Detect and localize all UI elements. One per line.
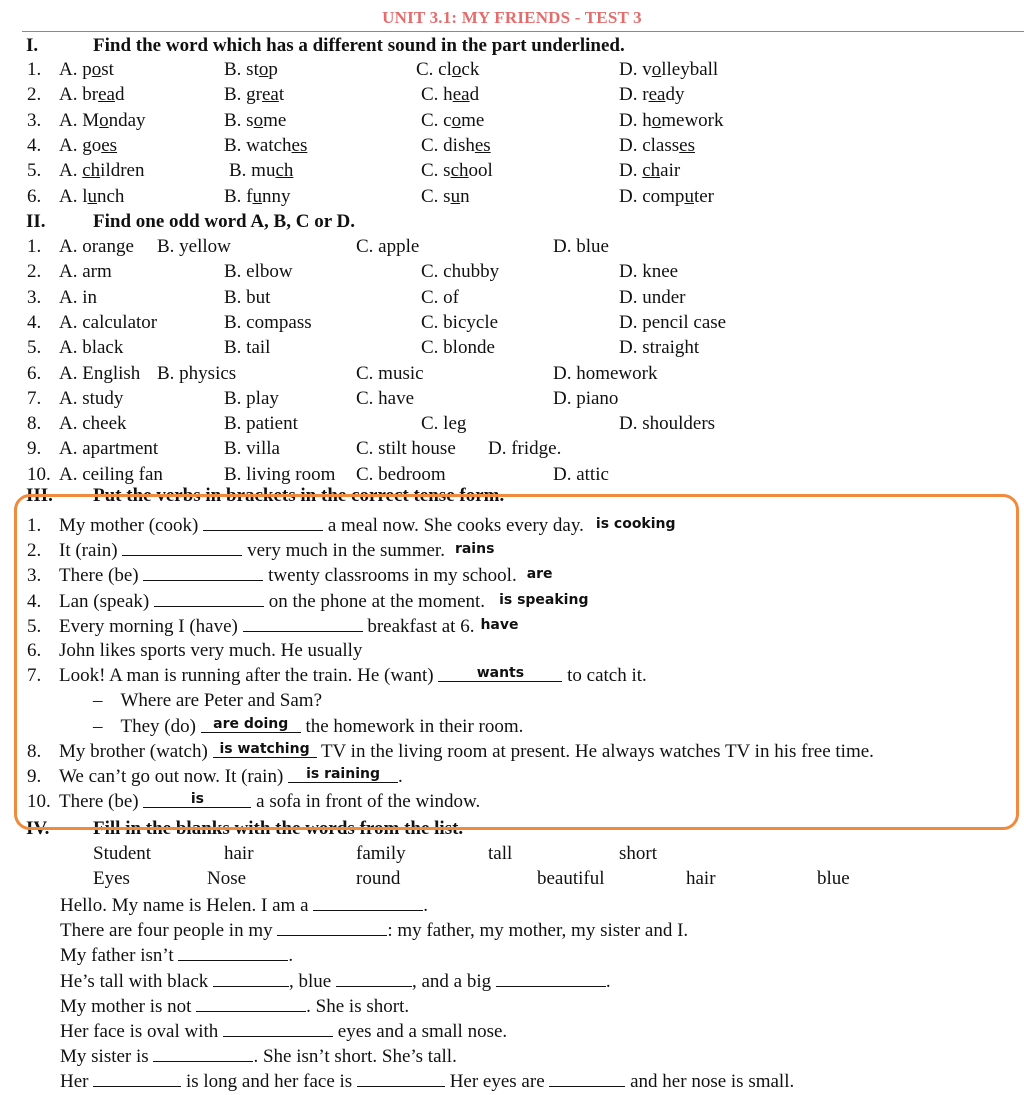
option-d: [619, 160, 680, 182]
word-part: air: [660, 160, 681, 182]
option-a: A. apartment: [59, 438, 159, 460]
sentence-end: the homework in their room.: [300, 715, 524, 737]
section-3-heading: Put the verbs in brackets in the correct tense form.: [93, 485, 505, 506]
underlined-part: es: [474, 134, 491, 156]
sentence-end: breakfast at 6.: [362, 615, 475, 637]
fill-text: .: [423, 895, 429, 916]
word-part: C. c: [421, 109, 452, 131]
question-number: 1.: [27, 59, 42, 80]
option-a: A. ceiling fan: [59, 463, 163, 485]
option-a: A. orange: [59, 236, 134, 257]
underlined-part: ch: [275, 160, 294, 182]
option-b: B. play: [224, 387, 279, 409]
option-d: D. blue: [553, 236, 609, 257]
option-d: D. piano: [553, 387, 619, 409]
option-d: [619, 59, 718, 81]
sentence-start: There (be): [59, 565, 144, 587]
option-b: [224, 59, 278, 81]
word-part: C. s: [421, 185, 451, 207]
section-2-heading: Find one odd word A, B, C or D.: [93, 211, 356, 232]
underlined-part: ea: [648, 84, 666, 106]
sentence-start: They (do): [120, 715, 201, 737]
fill-line: [60, 1020, 507, 1043]
word-bank-item: Eyes: [93, 868, 130, 889]
word-bank-item: blue: [817, 868, 850, 889]
question-number: 4.: [27, 590, 42, 612]
fill-blank[interactable]: [223, 1020, 333, 1037]
fill-line: [60, 995, 409, 1018]
handwritten-answer: are doing: [213, 715, 289, 732]
question-number: 4.: [27, 311, 42, 333]
word-bank-item: family: [356, 843, 406, 864]
sentence-text: Where are Peter and Sam?: [120, 690, 323, 712]
fill-text: My sister is: [60, 1046, 154, 1068]
sentence-end: a sofa in front of the window.: [251, 791, 481, 813]
word-part: C. h: [421, 84, 453, 106]
word-part: D. h: [619, 109, 652, 131]
fill-text: My father isn’t: [60, 945, 179, 967]
fill-text: Her face is oval with: [60, 1021, 224, 1042]
underlined-part: u: [252, 185, 262, 207]
word-bank-item: tall: [488, 843, 513, 864]
fill-blank[interactable]: [357, 1070, 445, 1087]
option-b: [224, 110, 286, 132]
handwritten-answer: is cooking: [595, 516, 676, 532]
fill-text: , and a big: [412, 970, 496, 992]
fill-line: [60, 894, 428, 917]
sentence-start: It (rain): [59, 540, 123, 562]
section-3-number: III.: [26, 485, 53, 506]
option-c: C. leg: [421, 413, 467, 435]
option-d: D. straight: [619, 337, 700, 359]
question-number: 2.: [27, 261, 42, 283]
title-rule: [22, 31, 1024, 32]
option-c: [421, 84, 479, 106]
handwritten-answer: rains: [454, 541, 495, 558]
question-number: 6.: [27, 362, 42, 384]
sentence-end: a meal now. She cooks every day.: [323, 515, 584, 536]
option-b: B. tail: [224, 337, 271, 359]
handwritten-answer: wants: [476, 665, 525, 682]
section-1-number: I.: [26, 35, 39, 56]
fill-blank[interactable]: [93, 1070, 181, 1087]
option-d: D. knee: [619, 261, 679, 283]
underlined-part: o: [451, 109, 462, 131]
question-number: 7.: [27, 387, 42, 409]
word-part: B. mu: [229, 160, 276, 182]
fill-text: .: [605, 970, 611, 992]
option-c: C. of: [421, 286, 459, 308]
option-a: A. arm: [59, 261, 112, 283]
underlined-part: o: [253, 109, 264, 131]
word-part: C. dish: [421, 134, 475, 156]
sentence-start: My mother (cook): [59, 515, 204, 536]
underlined-part: ch: [450, 160, 469, 182]
word-bank-item: beautiful: [537, 868, 605, 889]
fill-text: is long and her face is: [181, 1071, 357, 1093]
sentence-end: .: [398, 766, 403, 787]
question-number: 8.: [27, 740, 42, 762]
question-number: 1.: [27, 515, 42, 536]
option-b: B. patient: [224, 413, 298, 435]
fill-text: and her nose is small.: [625, 1071, 795, 1093]
word-part: nday: [108, 109, 146, 131]
option-b: [224, 135, 307, 157]
handwritten-answer: is: [190, 791, 204, 808]
fill-text: There are four people in my: [60, 920, 278, 942]
question-number: 3.: [27, 565, 42, 587]
fill-blank[interactable]: [213, 970, 289, 987]
option-a: [59, 59, 114, 81]
underlined-part: u: [87, 185, 97, 207]
word-part: ool: [468, 160, 493, 182]
option-c: C. music: [356, 362, 424, 384]
fill-text: . She is short.: [306, 995, 410, 1017]
option-c: C. chubby: [421, 261, 500, 283]
page-title: UNIT 3.1: MY FRIENDS - TEST 3: [382, 8, 642, 27]
fill-text: Hello. My name is Helen. I am a: [60, 895, 314, 916]
option-a: A. in: [59, 286, 97, 308]
handwritten-answer: is speaking: [499, 591, 589, 608]
sentence-start: Look! A man is running after the train. He (want): [59, 665, 439, 687]
sentence-end: to catch it.: [562, 665, 647, 687]
option-a: [59, 84, 124, 106]
word-part: B. gr: [224, 84, 262, 106]
question-number: 3.: [27, 286, 42, 308]
option-c: C. stilt house: [356, 438, 456, 460]
option-a: [59, 186, 124, 208]
word-part: dy: [665, 84, 685, 106]
word-part: lleyball: [661, 59, 719, 80]
fill-blank[interactable]: [336, 970, 412, 987]
word-part: mework: [661, 109, 724, 131]
option-c: [416, 59, 479, 81]
handwritten-answer: is watching: [219, 740, 310, 757]
option-d: D. fridge.: [488, 438, 562, 460]
word-part: D. r: [619, 84, 649, 106]
fill-text: My mother is not: [60, 995, 197, 1017]
question-number: 7.: [27, 665, 42, 687]
question-number: 6.: [27, 640, 42, 661]
option-b: B. yellow: [157, 236, 231, 257]
word-part: D.: [619, 160, 643, 182]
option-b: B. compass: [224, 311, 312, 333]
option-d: [619, 84, 684, 106]
word-part: t: [278, 84, 285, 106]
option-b: B. but: [224, 286, 271, 308]
word-part: me: [263, 109, 287, 131]
word-part: B. st: [224, 59, 259, 80]
underlined-part: o: [99, 109, 109, 131]
question-number: 2.: [27, 84, 42, 106]
question-number: 9.: [27, 438, 42, 460]
option-a: A. study: [59, 387, 124, 409]
word-part: B. watch: [224, 134, 292, 156]
question-number: 5.: [27, 615, 42, 637]
fill-text: He’s tall with black: [60, 970, 214, 992]
fill-blank[interactable]: [196, 995, 306, 1012]
sentence-start: We can’t go out now. It (rain): [59, 766, 289, 787]
word-bank-item: hair: [224, 843, 254, 864]
question-number: 8.: [27, 413, 42, 435]
question-number: 5.: [27, 160, 42, 182]
question-number: 5.: [27, 337, 42, 359]
fill-line: [60, 970, 611, 993]
section-4-heading: Fill in the blanks with the words from the list.: [93, 818, 464, 839]
option-d: [619, 186, 714, 208]
underlined-part: ch: [642, 160, 661, 182]
handwritten-answer: is raining: [306, 766, 380, 782]
word-part: ter: [693, 185, 714, 207]
fill-blank[interactable]: [496, 970, 606, 987]
underlined-part: o: [651, 59, 662, 80]
dash-bullet: –: [93, 715, 103, 737]
option-b: [229, 160, 293, 182]
word-part: ck: [461, 59, 480, 80]
section-1-heading: Find the word which has a different sound in the part underlined.: [93, 35, 625, 56]
fill-blank[interactable]: [178, 944, 288, 961]
word-part: me: [461, 109, 485, 131]
handwritten-answer: have: [480, 616, 519, 633]
fill-text: . She isn’t short. She’s tall.: [253, 1046, 457, 1068]
underlined-part: u: [684, 185, 694, 207]
word-part: B. s: [224, 109, 254, 131]
word-part: D. class: [619, 134, 680, 156]
option-a: A. calculator: [59, 311, 158, 333]
option-a: A. English: [59, 362, 141, 384]
option-a: A. cheek: [59, 413, 127, 435]
question-number: 4.: [27, 134, 42, 156]
word-bank-item: round: [356, 868, 401, 889]
fill-blank[interactable]: [277, 919, 387, 936]
option-b: B. elbow: [224, 261, 293, 283]
option-c: C. blonde: [421, 337, 495, 359]
option-d: [619, 110, 724, 132]
fill-line: [60, 919, 688, 942]
underlined-part: o: [91, 59, 102, 80]
underlined-part: es: [101, 134, 118, 156]
question-number: 10.: [27, 791, 51, 813]
underlined-part: o: [651, 109, 662, 131]
sentence-start: Lan (speak): [59, 590, 154, 612]
option-c: [421, 160, 493, 182]
option-d: D. shoulders: [619, 413, 716, 435]
fill-blank[interactable]: [313, 894, 423, 911]
question-number: 3.: [27, 109, 42, 131]
word-part: nny: [262, 185, 291, 207]
fill-blank[interactable]: [153, 1045, 253, 1062]
word-part: d: [469, 84, 480, 106]
option-a: A. black: [59, 337, 124, 359]
fill-line: [60, 1070, 794, 1093]
section-4-number: IV.: [26, 818, 50, 839]
sentence-end: very much in the summer.: [242, 540, 445, 562]
word-bank-item: Student: [93, 843, 152, 864]
word-part: n: [460, 185, 470, 207]
option-d: D. attic: [553, 463, 609, 485]
underlined-part: es: [291, 134, 308, 156]
option-c: C. bedroom: [356, 463, 446, 485]
underlined-part: ea: [98, 84, 115, 106]
sentence-text: John likes sports very much. He usually: [59, 640, 363, 661]
option-d: D. homework: [553, 362, 658, 384]
word-part: B. f: [224, 185, 253, 207]
word-part: D. v: [619, 59, 652, 80]
option-b: B. living room: [224, 463, 336, 485]
word-part: C. s: [421, 160, 451, 182]
word-part: A. br: [59, 84, 99, 106]
word-part: ildren: [100, 160, 145, 182]
underlined-part: o: [451, 59, 462, 80]
fill-text: : my father, my mother, my sister and I.: [387, 920, 689, 942]
word-part: C. cl: [416, 59, 452, 80]
word-bank-item: short: [619, 843, 657, 864]
question-number: 1.: [27, 236, 42, 257]
option-d: D. under: [619, 286, 686, 308]
option-b: [224, 186, 291, 208]
word-part: A.: [59, 160, 83, 182]
option-d: D. pencil case: [619, 311, 727, 333]
underlined-part: es: [679, 134, 695, 156]
option-c: [421, 110, 484, 132]
option-a: [59, 110, 146, 132]
sentence-end: twenty classrooms in my school.: [263, 565, 517, 587]
option-d: [619, 135, 695, 157]
option-c: C. apple: [356, 236, 420, 257]
fill-line: [60, 1045, 457, 1068]
underlined-part: u: [450, 185, 461, 207]
option-b: B. physics: [157, 362, 237, 384]
sentence-start: My brother (watch): [59, 740, 213, 762]
sentence-end: TV in the living room at present. He always watches TV in his free time.: [316, 740, 874, 762]
underlined-part: o: [258, 59, 269, 80]
word-part: p: [268, 59, 278, 80]
underlined-part: ea: [452, 84, 470, 106]
fill-text: eyes and a small nose.: [333, 1021, 508, 1042]
option-c: C. have: [356, 387, 415, 409]
word-part: A. M: [59, 109, 100, 131]
underlined-part: ch: [82, 160, 101, 182]
option-a: [59, 135, 117, 157]
section-2-number: II.: [26, 211, 46, 232]
word-part: A. go: [59, 134, 102, 156]
word-part: D. comp: [619, 185, 685, 207]
option-a: [59, 160, 145, 182]
underlined-part: ea: [262, 84, 279, 106]
fill-text: .: [288, 945, 294, 967]
word-bank-item: Nose: [207, 868, 247, 889]
option-c: [421, 186, 470, 208]
question-number: 10.: [27, 463, 51, 485]
word-bank-item: hair: [686, 868, 716, 889]
sentence-end: on the phone at the moment.: [263, 590, 486, 612]
word-part: d: [114, 84, 125, 106]
option-b: B. villa: [224, 438, 280, 460]
sentence-start: There (be): [59, 791, 144, 813]
word-part: A. l: [59, 185, 88, 207]
sentence-start: Every morning I (have): [59, 615, 243, 637]
word-part: st: [101, 59, 114, 80]
word-part: nch: [97, 185, 125, 207]
fill-blank[interactable]: [549, 1070, 625, 1087]
question-number: 9.: [27, 766, 42, 787]
option-b: [224, 84, 284, 106]
fill-text: Her eyes are: [444, 1071, 550, 1093]
question-number: 6.: [27, 185, 42, 207]
question-number: 2.: [27, 540, 42, 562]
option-c: [421, 135, 491, 157]
fill-text: , blue: [289, 970, 336, 992]
fill-text: Her: [60, 1071, 94, 1093]
handwritten-answer: are: [526, 566, 553, 583]
fill-line: [60, 944, 293, 967]
highlight-box: [14, 494, 1019, 830]
dash-bullet: –: [93, 690, 103, 712]
option-c: C. bicycle: [421, 311, 499, 333]
word-part: A. p: [59, 59, 92, 80]
